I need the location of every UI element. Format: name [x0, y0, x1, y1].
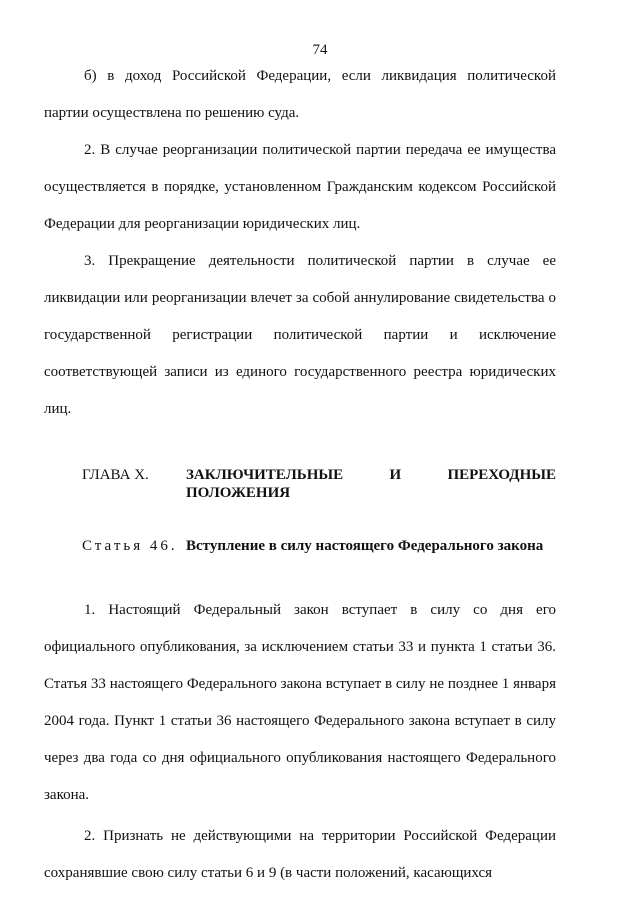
article-title: Вступление в силу настоящего Федерального закона: [186, 538, 544, 554]
intro-paragraph-1-line-2: партии осуществлена по решению суда.: [44, 105, 300, 121]
article-label: Статья 46.: [82, 538, 178, 554]
intro-paragraph-3: 3. Прекращение деятельности политической партии в случае ее ликвидации или реорганизации влечет за собой аннулирование свидетельства о государственной регистрации политической партии и исключение соответствующей записи из единого государственного реестра юридических лиц.: [44, 253, 556, 417]
article-body: [44, 592, 556, 892]
chapter-title-line-1: ЗАКЛЮЧИТЕЛЬНЫЕ И ПЕРЕХОДНЫЕ: [186, 467, 556, 483]
intro-paragraph-1-line-1: б) в доход Российской Федерации, если ликвидация политической: [84, 68, 556, 84]
article-paragraph-1: 1. Настоящий Федеральный закон вступает в силу со дня его официального опубликования, за исключением статьи 33 и пункта 1 статьи 36. Статья 33 настоящего Федерального закона вступает в силу не позднее 1 января 2004 года. Пункт 1 статьи 36 настоящего Федерального закона вступает в силу через два года со дня официального опубликования настоящего Федерального закона.: [44, 602, 556, 803]
intro-section: [44, 58, 556, 428]
intro-paragraph-2: 2. В случае реорганизации политической партии передача ее имущества осуществляется в порядке, установленном Гражданским кодексом Российской Федерации для реорганизации юридических лиц.: [44, 142, 556, 232]
chapter-title-line-2: ПОЛОЖЕНИЯ: [186, 485, 291, 501]
page-number: 74: [312, 42, 328, 58]
chapter-number: ГЛАВА X.: [82, 467, 149, 483]
article-paragraph-2: 2. Признать не действующими на территории Российской Федерации сохранявшие свою силу статьи 6 и 9 (в части положений, касающихся: [44, 828, 556, 881]
